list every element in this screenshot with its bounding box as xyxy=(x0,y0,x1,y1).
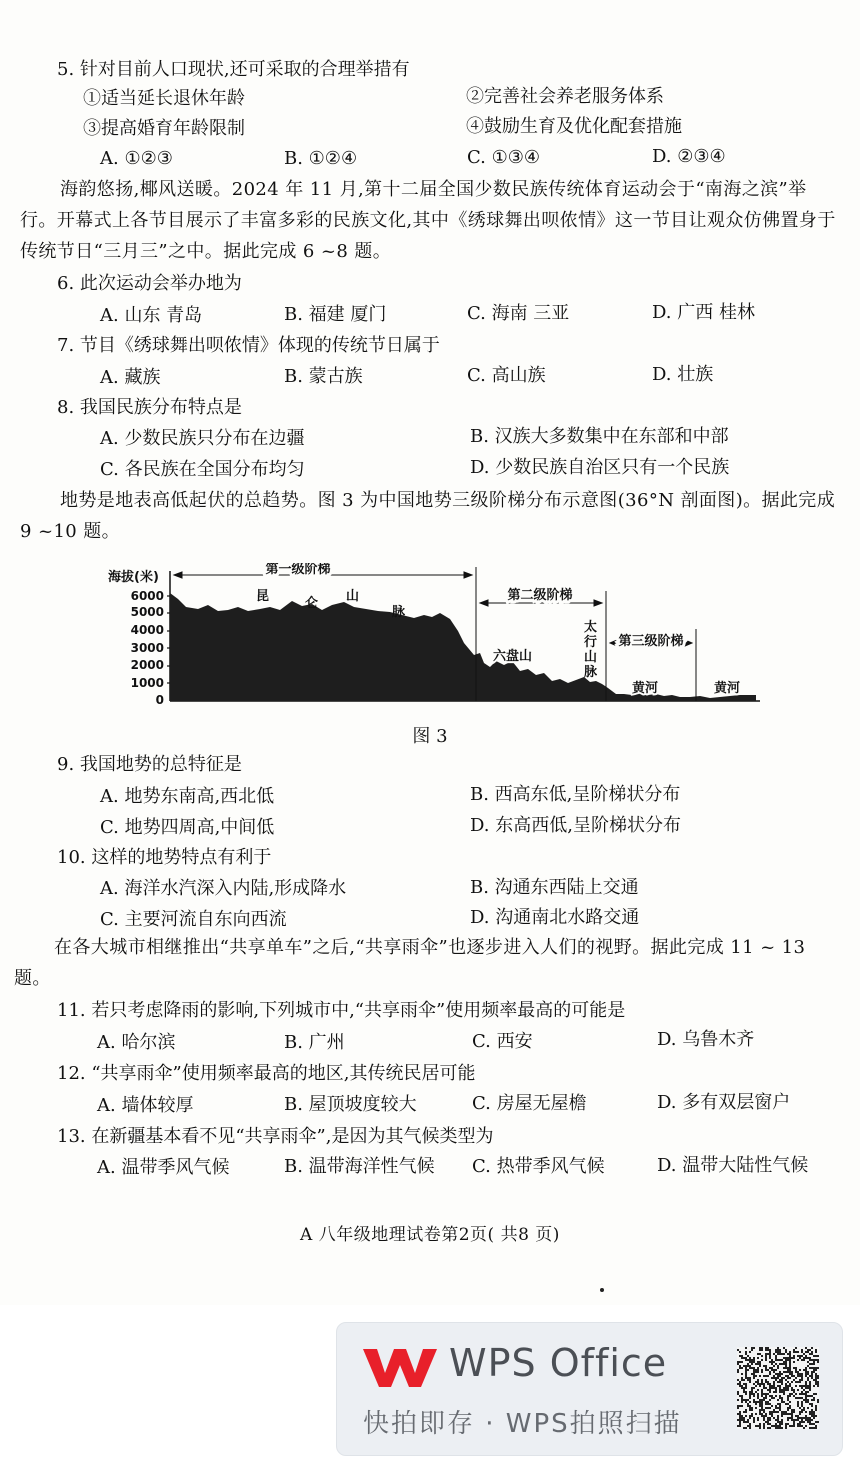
y-tick-0: 0 xyxy=(155,693,164,707)
taihang-char-4: 脉 xyxy=(584,665,598,680)
y-tick-6000: 6000 xyxy=(130,589,164,603)
q9-option-d: D. 东高西低,呈阶梯状分布 xyxy=(470,815,681,836)
intro-questions-9-10: 地势是地表高低起伏的总趋势。图 3 为中国地势三级阶梯分布示意图(36°N 剖面图)。据此完成 9 ~10 题。 xyxy=(20,490,836,542)
question-9-stem: 9. 我国地势的总特征是 xyxy=(57,754,242,775)
q6-option-c: C. 海南 三亚 xyxy=(467,303,570,324)
q7-option-c: C. 高山族 xyxy=(467,365,546,386)
question-11-stem: 11. 若只考虑降雨的影响,下列城市中,“共享雨伞”使用频率最高的可能是 xyxy=(57,1000,626,1021)
q8-option-a: A. 少数民族只分布在边疆 xyxy=(100,428,305,449)
kunlun-char-2: 仑 xyxy=(305,596,319,611)
q5-statement-2: ②完善社会养老服务体系 xyxy=(466,86,664,107)
q8-option-b: B. 汉族大多数集中在东部和中部 xyxy=(470,426,729,447)
taihang-char-2: 行 xyxy=(584,635,598,650)
step2-label: 第二级阶梯 xyxy=(507,588,573,603)
q5-statement-4: ④鼓励生育及优化配套措施 xyxy=(466,116,682,137)
huanghe-label-1: 黄河 xyxy=(632,681,659,696)
q8-option-d: D. 少数民族自治区只有一个民族 xyxy=(470,457,730,478)
q13-option-b: B. 温带海洋性气候 xyxy=(284,1156,435,1177)
qr-code-icon xyxy=(737,1347,819,1429)
q7-option-d: D. 壮族 xyxy=(652,364,714,385)
q5-option-a: A. ①②③ xyxy=(100,148,173,169)
liupan-label: 六盘山 xyxy=(493,649,533,664)
q11-option-b: B. 广州 xyxy=(284,1032,345,1053)
q6-option-b: B. 福建 厦门 xyxy=(284,304,387,325)
q12-option-b: B. 屋顶坡度较大 xyxy=(284,1094,417,1115)
q5-option-c: C. ①③④ xyxy=(467,147,540,168)
question-12-stem: 12. “共享雨伞”使用频率最高的地区,其传统民居可能 xyxy=(57,1063,476,1084)
y-tick-1000: 1000 xyxy=(130,676,164,690)
q5-option-b: B. ①②④ xyxy=(284,148,358,169)
q10-option-a: A. 海洋水汽深入内陆,形成降水 xyxy=(100,878,347,899)
q9-option-b: B. 西高东低,呈阶梯状分布 xyxy=(470,784,681,805)
y-tick-2000: 2000 xyxy=(130,658,164,672)
wps-watermark xyxy=(336,1322,843,1456)
q7-option-a: A. 藏族 xyxy=(100,367,161,388)
y-tick-3000: 3000 xyxy=(130,641,164,655)
intro-questions-11-13: 在各大城市相继推出“共享单车”之后,“共享雨伞”也逐步进入人们的视野。据此完成 11 ~ 13 题。 xyxy=(14,937,806,989)
y-tick-5000: 5000 xyxy=(130,605,164,619)
wps-logo-mark xyxy=(363,1349,437,1387)
page-footer: A 八年级地理试卷第2页( 共8 页) xyxy=(300,1225,560,1245)
wps-logo-icon xyxy=(361,1343,441,1391)
q12-option-a: A. 墙体较厚 xyxy=(97,1095,194,1116)
wps-slogan: 快拍即存 · WPS拍照扫描 xyxy=(363,1409,682,1439)
q5-option-d: D. ②③④ xyxy=(652,146,726,167)
figure-caption: 图 3 xyxy=(412,726,448,747)
y-tick-4000: 4000 xyxy=(130,623,164,637)
wps-brand: WPS Office xyxy=(449,1341,668,1385)
question-6-stem: 6. 此次运动会举办地为 xyxy=(57,273,242,294)
kunlun-char-4: 脉 xyxy=(392,605,406,620)
q13-option-d: D. 温带大陆性气候 xyxy=(657,1155,809,1176)
q13-option-a: A. 温带季风气候 xyxy=(97,1157,230,1178)
q10-option-b: B. 沟通东西陆上交通 xyxy=(470,877,639,898)
question-13-stem: 13. 在新疆基本看不见“共享雨伞”,是因为其气候类型为 xyxy=(57,1126,494,1147)
q10-option-c: C. 主要河流自东向西流 xyxy=(100,909,287,930)
scan-speck xyxy=(600,1288,604,1292)
q12-option-d: D. 多有双层窗户 xyxy=(657,1092,791,1113)
q9-option-a: A. 地势东南高,西北低 xyxy=(100,786,275,807)
q10-option-d: D. 沟通南北水路交通 xyxy=(470,907,640,928)
q6-option-a: A. 山东 青岛 xyxy=(100,305,203,326)
question-8-stem: 8. 我国民族分布特点是 xyxy=(57,397,242,418)
figure-ylabel: 海拔(米) xyxy=(108,570,159,585)
question-7-stem: 7. 节目《绣球舞出呗侬情》体现的传统节日属于 xyxy=(57,335,440,356)
step1-label: 第一级阶梯 xyxy=(265,563,331,577)
step3-label: 第三级阶梯 xyxy=(618,634,684,649)
kunlun-char-3: 山 xyxy=(346,589,360,604)
q9-option-c: C. 地势四周高,中间低 xyxy=(100,817,275,838)
q6-option-d: D. 广西 桂林 xyxy=(652,302,755,323)
q5-statement-3: ③提高婚育年龄限制 xyxy=(83,118,245,139)
intro-questions-6-8: 海韵悠扬,椰风送暖。2024 年 11 月,第十二届全国少数民族传统体育运动会于“南海之滨”举行。开幕式上各节目展示了丰富多彩的民族文化,其中《绣球舞出呗侬情》这一节目让观众仿佛置身于传统节日“三月三”之中。据此完成 6 ~8 题。 xyxy=(20,179,836,262)
taihang-char-3: 山 xyxy=(584,650,598,665)
kunlun-char-1: 昆 xyxy=(256,589,270,604)
q5-statement-1: ①适当延长退休年龄 xyxy=(83,88,245,109)
q12-option-c: C. 房屋无屋檐 xyxy=(472,1093,587,1114)
huanghe-label-2: 黄河 xyxy=(714,681,741,696)
q11-option-c: C. 西安 xyxy=(472,1031,533,1052)
q7-option-b: B. 蒙古族 xyxy=(284,366,363,387)
taihang-char-1: 太 xyxy=(584,620,598,635)
terrain-profile-figure xyxy=(100,563,760,713)
q11-option-d: D. 乌鲁木齐 xyxy=(657,1029,755,1050)
q11-option-a: A. 哈尔滨 xyxy=(97,1032,176,1053)
q13-option-c: C. 热带季风气候 xyxy=(472,1156,605,1177)
question-5-stem: 5. 针对目前人口现状,还可采取的合理举措有 xyxy=(57,59,410,80)
question-10-stem: 10. 这样的地势特点有利于 xyxy=(57,847,272,868)
q8-option-c: C. 各民族在全国分布均匀 xyxy=(100,459,305,480)
